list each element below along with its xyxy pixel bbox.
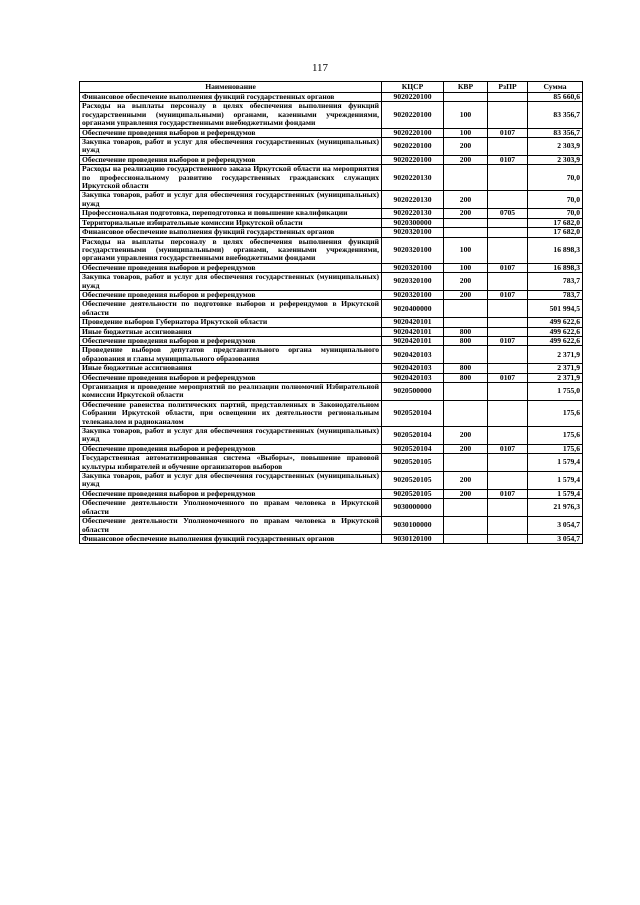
cell-sum: 16 898,3 bbox=[528, 263, 583, 272]
cell-kcsr: 9020220130 bbox=[382, 191, 444, 209]
cell-sum: 2 371,9 bbox=[528, 373, 583, 382]
cell-sum: 3 054,7 bbox=[528, 517, 583, 535]
cell-rzpr: 0107 bbox=[488, 489, 528, 498]
cell-kcsr: 9030000000 bbox=[382, 499, 444, 517]
cell-rzpr bbox=[488, 517, 528, 535]
cell-name: Обеспечение равенства политических партий, представленных в Законодательном Собрании Иркутской области, при освещении их деятельности региональным телеканалом и радиоканалом bbox=[80, 400, 382, 426]
cell-name: Обеспечение проведения выборов и референдумов bbox=[80, 489, 382, 498]
table-row bbox=[80, 191, 583, 209]
table-row bbox=[80, 472, 583, 490]
cell-name: Расходы на реализацию государственного заказа Иркутской области на мероприятия по профессиональному развитию государственных гражданских служащих Иркутской области bbox=[80, 165, 382, 191]
cell-name: Обеспечение деятельности Уполномоченного по правам человека в Иркутской области bbox=[80, 499, 382, 517]
table-row bbox=[80, 427, 583, 445]
cell-kcsr: 9020500000 bbox=[382, 383, 444, 401]
cell-sum: 17 682,0 bbox=[528, 228, 583, 237]
table-row bbox=[80, 128, 583, 137]
cell-kcsr: 9020520104 bbox=[382, 427, 444, 445]
cell-kvr: 200 bbox=[444, 191, 488, 209]
cell-rzpr bbox=[488, 346, 528, 364]
cell-rzpr bbox=[488, 228, 528, 237]
cell-kvr bbox=[444, 499, 488, 517]
cell-kcsr: 9020520105 bbox=[382, 454, 444, 472]
cell-kcsr: 9020520105 bbox=[382, 472, 444, 490]
cell-rzpr bbox=[488, 534, 528, 543]
cell-sum: 1 755,0 bbox=[528, 383, 583, 401]
cell-kcsr: 9020220100 bbox=[382, 102, 444, 128]
cell-rzpr bbox=[488, 102, 528, 128]
table-row bbox=[80, 263, 583, 272]
cell-kvr bbox=[444, 346, 488, 364]
table-row bbox=[80, 155, 583, 164]
cell-sum: 499 622,6 bbox=[528, 336, 583, 345]
table-row bbox=[80, 534, 583, 543]
cell-kcsr: 9020220130 bbox=[382, 209, 444, 218]
cell-kcsr: 9020420103 bbox=[382, 346, 444, 364]
cell-sum: 501 994,5 bbox=[528, 300, 583, 318]
cell-kvr: 800 bbox=[444, 336, 488, 345]
table-row bbox=[80, 373, 583, 382]
cell-rzpr bbox=[488, 165, 528, 191]
cell-name: Расходы на выплаты персоналу в целях обеспечения выполнения функций государственными (муниципальными) органами, казенными учреждениями, органами управления государственными внебюджетными фондами bbox=[80, 102, 382, 128]
budget-table bbox=[79, 81, 583, 544]
table-row bbox=[80, 102, 583, 128]
cell-rzpr bbox=[488, 454, 528, 472]
cell-kcsr: 9020220100 bbox=[382, 128, 444, 137]
cell-kvr: 100 bbox=[444, 128, 488, 137]
cell-kvr: 200 bbox=[444, 444, 488, 453]
cell-kvr bbox=[444, 534, 488, 543]
cell-name: Проведение выборов депутатов представительного органа муниципального образования и главы муниципального образования bbox=[80, 346, 382, 364]
cell-name: Обеспечение проведения выборов и референдумов bbox=[80, 128, 382, 137]
cell-kcsr: 9020420103 bbox=[382, 364, 444, 373]
cell-kcsr: 9020320100 bbox=[382, 273, 444, 291]
cell-sum: 17 682,0 bbox=[528, 218, 583, 227]
cell-rzpr: 0107 bbox=[488, 128, 528, 137]
cell-kcsr: 9030100000 bbox=[382, 517, 444, 535]
cell-kcsr: 9020300000 bbox=[382, 218, 444, 227]
cell-kcsr: 9020520104 bbox=[382, 400, 444, 426]
cell-kvr: 200 bbox=[444, 472, 488, 490]
cell-sum: 499 622,6 bbox=[528, 318, 583, 327]
table-body bbox=[80, 93, 583, 544]
cell-kvr: 200 bbox=[444, 290, 488, 299]
cell-sum: 21 976,3 bbox=[528, 499, 583, 517]
cell-kvr: 100 bbox=[444, 237, 488, 263]
cell-kvr bbox=[444, 517, 488, 535]
header-kcsr: КЦСР bbox=[382, 82, 444, 93]
cell-sum: 783,7 bbox=[528, 273, 583, 291]
cell-kvr: 200 bbox=[444, 489, 488, 498]
table-row bbox=[80, 383, 583, 401]
cell-sum: 499 622,6 bbox=[528, 327, 583, 336]
header-row bbox=[80, 82, 583, 93]
cell-rzpr: 0107 bbox=[488, 373, 528, 382]
cell-kcsr: 9020320100 bbox=[382, 290, 444, 299]
cell-rzpr bbox=[488, 327, 528, 336]
cell-name: Обеспечение проведения выборов и референдумов bbox=[80, 155, 382, 164]
table-row bbox=[80, 517, 583, 535]
table-row bbox=[80, 444, 583, 453]
cell-rzpr bbox=[488, 383, 528, 401]
cell-kvr: 200 bbox=[444, 273, 488, 291]
cell-sum: 175,6 bbox=[528, 444, 583, 453]
cell-name: Закупка товаров, работ и услуг для обеспечения государственных (муниципальных) нужд bbox=[80, 138, 382, 156]
cell-sum: 2 303,9 bbox=[528, 155, 583, 164]
cell-rzpr bbox=[488, 218, 528, 227]
cell-rzpr bbox=[488, 138, 528, 156]
table-row bbox=[80, 237, 583, 263]
cell-kcsr: 9020420101 bbox=[382, 336, 444, 345]
cell-name: Обеспечение проведения выборов и референдумов bbox=[80, 336, 382, 345]
cell-kvr: 200 bbox=[444, 155, 488, 164]
cell-kvr bbox=[444, 318, 488, 327]
cell-sum: 3 054,7 bbox=[528, 534, 583, 543]
table-row bbox=[80, 327, 583, 336]
cell-name: Финансовое обеспечение выполнения функций государственных органов bbox=[80, 93, 382, 102]
header-name: Наименование bbox=[80, 82, 382, 93]
cell-rzpr: 0107 bbox=[488, 444, 528, 453]
cell-sum: 2 371,9 bbox=[528, 346, 583, 364]
cell-rzpr bbox=[488, 427, 528, 445]
table-row bbox=[80, 209, 583, 218]
cell-name: Обеспечение проведения выборов и референдумов bbox=[80, 444, 382, 453]
cell-rzpr bbox=[488, 93, 528, 102]
cell-kcsr: 9020400000 bbox=[382, 300, 444, 318]
table-row bbox=[80, 400, 583, 426]
cell-sum: 2 303,9 bbox=[528, 138, 583, 156]
cell-kcsr: 9020420101 bbox=[382, 327, 444, 336]
cell-rzpr bbox=[488, 499, 528, 517]
cell-name: Закупка товаров, работ и услуг для обеспечения государственных (муниципальных) нужд bbox=[80, 472, 382, 490]
cell-name: Территориальные избирательные комиссии Иркутской области bbox=[80, 218, 382, 227]
cell-kvr: 800 bbox=[444, 327, 488, 336]
cell-rzpr bbox=[488, 318, 528, 327]
cell-rzpr: 0107 bbox=[488, 290, 528, 299]
cell-name: Профессиональная подготовка, переподготовка и повышение квалификации bbox=[80, 209, 382, 218]
table-row bbox=[80, 489, 583, 498]
cell-kvr bbox=[444, 165, 488, 191]
cell-kcsr: 9020520105 bbox=[382, 489, 444, 498]
cell-sum: 83 356,7 bbox=[528, 102, 583, 128]
cell-kcsr: 9020220130 bbox=[382, 165, 444, 191]
header-kvr: КВР bbox=[444, 82, 488, 93]
cell-rzpr bbox=[488, 472, 528, 490]
cell-kcsr: 9020220100 bbox=[382, 138, 444, 156]
table-row bbox=[80, 165, 583, 191]
table-row bbox=[80, 346, 583, 364]
cell-sum: 70,0 bbox=[528, 165, 583, 191]
cell-name: Проведение выборов Губернатора Иркутской области bbox=[80, 318, 382, 327]
cell-name: Закупка товаров, работ и услуг для обеспечения государственных (муниципальных) нужд bbox=[80, 273, 382, 291]
cell-name: Финансовое обеспечение выполнения функций государственных органов bbox=[80, 228, 382, 237]
cell-name: Обеспечение деятельности Уполномоченного по правам человека в Иркутской области bbox=[80, 517, 382, 535]
cell-sum: 1 579,4 bbox=[528, 489, 583, 498]
table-row bbox=[80, 138, 583, 156]
cell-rzpr: 0705 bbox=[488, 209, 528, 218]
cell-kvr: 100 bbox=[444, 263, 488, 272]
cell-sum: 1 579,4 bbox=[528, 472, 583, 490]
cell-kvr bbox=[444, 93, 488, 102]
table-row bbox=[80, 300, 583, 318]
table-row bbox=[80, 318, 583, 327]
cell-sum: 2 371,9 bbox=[528, 364, 583, 373]
cell-kvr: 200 bbox=[444, 209, 488, 218]
table-row bbox=[80, 93, 583, 102]
cell-name: Расходы на выплаты персоналу в целях обеспечения выполнения функций государственными (муниципальными) органами, казенными учреждениями, органами управления государственными внебюджетными фондами bbox=[80, 237, 382, 263]
table-row bbox=[80, 290, 583, 299]
cell-name: Обеспечение проведения выборов и референдумов bbox=[80, 290, 382, 299]
cell-rzpr: 0107 bbox=[488, 263, 528, 272]
cell-name: Организация и проведение мероприятий по реализации полномочий Избирательной комиссии Иркутской области bbox=[80, 383, 382, 401]
cell-kcsr: 9020520104 bbox=[382, 444, 444, 453]
cell-kvr bbox=[444, 454, 488, 472]
cell-rzpr bbox=[488, 400, 528, 426]
cell-kcsr: 9020220100 bbox=[382, 155, 444, 164]
cell-rzpr bbox=[488, 300, 528, 318]
cell-kvr: 200 bbox=[444, 427, 488, 445]
table-row bbox=[80, 228, 583, 237]
cell-rzpr: 0107 bbox=[488, 155, 528, 164]
cell-name: Финансовое обеспечение выполнения функций государственных органов bbox=[80, 534, 382, 543]
cell-kcsr: 9020320100 bbox=[382, 263, 444, 272]
cell-rzpr bbox=[488, 273, 528, 291]
header-sum: Сумма bbox=[528, 82, 583, 93]
cell-sum: 70,0 bbox=[528, 209, 583, 218]
cell-kvr: 200 bbox=[444, 138, 488, 156]
table-row bbox=[80, 273, 583, 291]
cell-sum: 16 898,3 bbox=[528, 237, 583, 263]
cell-kcsr: 9020420103 bbox=[382, 373, 444, 382]
cell-kvr bbox=[444, 400, 488, 426]
cell-name: Обеспечение деятельности по подготовке выборов и референдумов в Иркутской области bbox=[80, 300, 382, 318]
table-row bbox=[80, 218, 583, 227]
cell-sum: 85 660,6 bbox=[528, 93, 583, 102]
cell-rzpr bbox=[488, 364, 528, 373]
cell-kcsr: 9020420101 bbox=[382, 318, 444, 327]
table-row bbox=[80, 454, 583, 472]
cell-rzpr bbox=[488, 237, 528, 263]
cell-sum: 783,7 bbox=[528, 290, 583, 299]
cell-kvr bbox=[444, 383, 488, 401]
cell-kcsr: 9020220100 bbox=[382, 93, 444, 102]
table-header bbox=[80, 82, 583, 93]
cell-sum: 175,6 bbox=[528, 427, 583, 445]
table-row bbox=[80, 364, 583, 373]
cell-name: Закупка товаров, работ и услуг для обеспечения государственных (муниципальных) нужд bbox=[80, 427, 382, 445]
header-rzpr: РзПР bbox=[488, 82, 528, 93]
cell-name: Иные бюджетные ассигнования bbox=[80, 364, 382, 373]
cell-name: Государственная автоматизированная система «Выборы», повышение правовой культуры избирателей и обучение организаторов выборов bbox=[80, 454, 382, 472]
table-row bbox=[80, 499, 583, 517]
cell-kcsr: 9020320100 bbox=[382, 228, 444, 237]
cell-kcsr: 9030120100 bbox=[382, 534, 444, 543]
cell-kvr: 800 bbox=[444, 373, 488, 382]
cell-rzpr bbox=[488, 191, 528, 209]
cell-sum: 1 579,4 bbox=[528, 454, 583, 472]
cell-kvr: 800 bbox=[444, 364, 488, 373]
page-number: 117 bbox=[311, 62, 329, 74]
cell-kvr bbox=[444, 228, 488, 237]
cell-name: Обеспечение проведения выборов и референдумов bbox=[80, 263, 382, 272]
cell-name: Закупка товаров, работ и услуг для обеспечения государственных (муниципальных) нужд bbox=[80, 191, 382, 209]
cell-rzpr: 0107 bbox=[488, 336, 528, 345]
cell-name: Иные бюджетные ассигнования bbox=[80, 327, 382, 336]
cell-name: Обеспечение проведения выборов и референдумов bbox=[80, 373, 382, 382]
cell-sum: 70,0 bbox=[528, 191, 583, 209]
table-row bbox=[80, 336, 583, 345]
cell-kcsr: 9020320100 bbox=[382, 237, 444, 263]
cell-sum: 83 356,7 bbox=[528, 128, 583, 137]
cell-kvr: 100 bbox=[444, 102, 488, 128]
cell-kvr bbox=[444, 218, 488, 227]
cell-sum: 175,6 bbox=[528, 400, 583, 426]
cell-kvr bbox=[444, 300, 488, 318]
